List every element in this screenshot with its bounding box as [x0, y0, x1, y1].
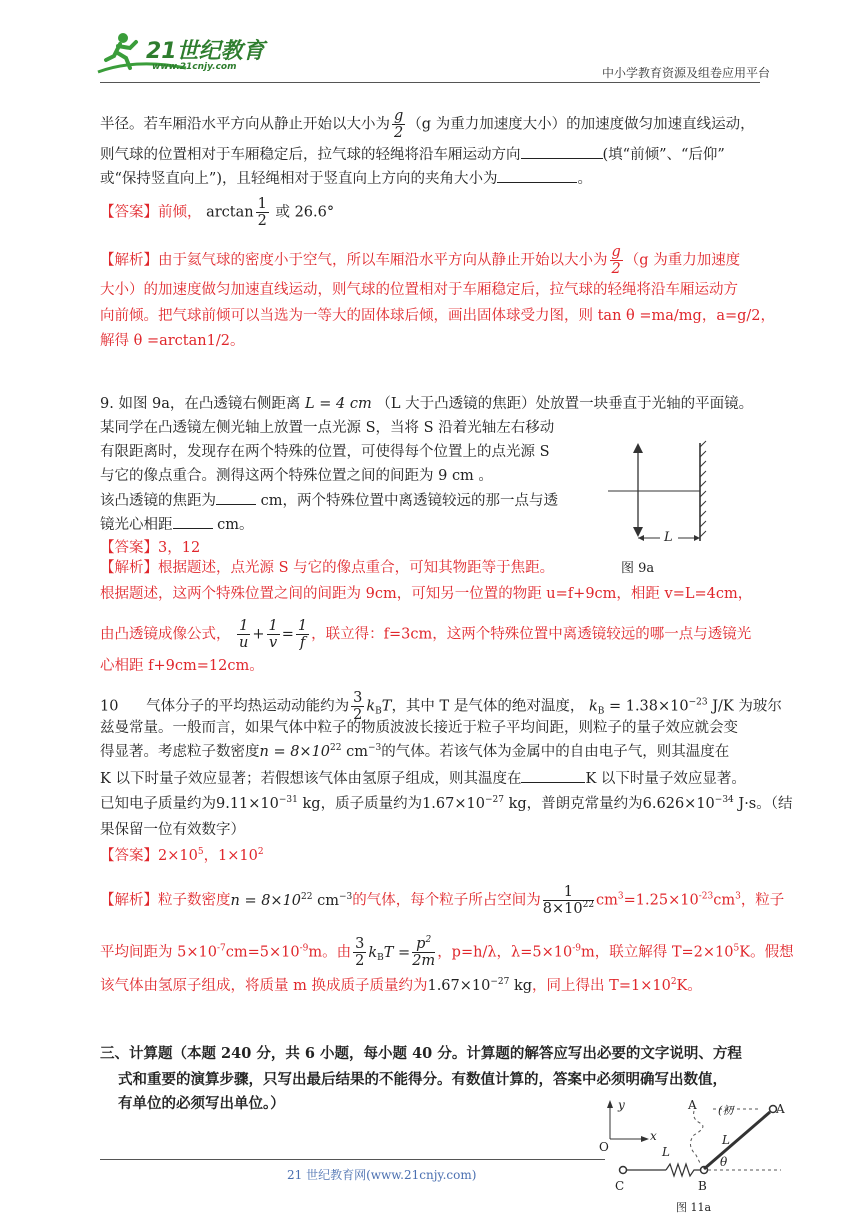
q10-line-1: 10 气体分子的平均热运动动能约为 $\frac{3}{2}$ $k_BT$，其中 T 是气体的绝对温度， $k_B = 1.38\times 10^{-23}$ J/K 为玻尔 [100, 690, 782, 723]
logo-url: www.21cnjy.com [152, 62, 237, 72]
q8-analysis-4: 解得 θ =arctan1/2。 [100, 333, 245, 349]
lens-mirror-diagram [598, 435, 723, 550]
q9-line-6: 镜光心相距 cm。 [100, 514, 253, 535]
point-A: A [776, 1102, 785, 1116]
spring-length-L: L [662, 1145, 670, 1159]
figure-9a [598, 435, 723, 575]
q10-answer: 【答案】$2\times 10^5$，$1\times 10^2$ [100, 847, 264, 864]
q9-analysis-3: 由凸透镜成像公式， $\frac{1}{u}$ + $\frac{1}{v}$ = $\frac{1}{f}$ ，联立得：f=3cm，这两个特殊位置中离透镜较远的哪一点与透镜光 [100, 618, 752, 651]
q9-line-5: 该凸透镜的焦距为 cm，两个特殊位置中离透镜较远的那一点与透 [100, 490, 558, 511]
fraction-g-over-2: $\frac{g}{2}$ [394, 108, 404, 141]
analysis-tag: 【解析】 [100, 252, 158, 269]
angle-theta: θ [720, 1155, 728, 1169]
point-C: C [615, 1179, 625, 1193]
axis-y-label: y [618, 1098, 625, 1112]
logo-title: 21世纪教育 [146, 39, 265, 64]
header-platform-name: 中小学教育资源及组卷应用平台 [602, 66, 771, 80]
footer-site[interactable]: 21 世纪教育网(www.21cnjy.com) [287, 1168, 477, 1182]
q9-line-4: 与它的像点重合。测得这两个特殊位置之间的间距为 9 cm 。 [100, 468, 493, 484]
q9-line-1: 9. 如图 9a，在凸透镜右侧距离 L = 4 cm （L 大于凸透镜的焦距）处放置一块垂直于光轴的平面镜。 [100, 396, 754, 412]
q10-line-4: K 以下时量子效应显著；若假想该气体由氢原子组成，则其温度在 K 以下时量子效应显著。 [100, 768, 746, 789]
point-A-initial: A [688, 1098, 697, 1112]
figure-caption: 图 9a [621, 561, 655, 576]
q10-analysis-2: 平均间距为 $5\times 10^{-7}cm=5\times 10^{-9}m$。由 $\frac{3}{2}$ $k_BT$ = $\frac{p^2}{2m}$ ，p=h/λ，$\lambda=5\times 10^{-9}m$，联立解得 $T=2\times 10^5K$。假想 [100, 935, 794, 969]
q9-analysis-2: 根据题述，这两个特殊位置之间的间距为 9cm，可知另一位置的物距 u=f+9cm，相距 v=L=4cm， [100, 586, 753, 602]
q10-line-2: 兹曼常量。一般而言，如果气体中粒子的物质波波长接近于粒子平均间距，则粒子的量子效应就会变 [100, 720, 738, 736]
section3-heading-1: 三、计算题（本题 240 分，共 6 小题，每小题 40 分。计算题的解答应写出必要的文字说明、方程 [100, 1045, 742, 1062]
q8-analysis-3: 向前倾。把气球前倾可以当选为一等大的固体球后倾，画出固体球受力图，则 tan θ =ma/mg，a=g/2， [100, 308, 776, 324]
footer-divider [100, 1159, 605, 1160]
section3-heading-3: 有单位的必须写出单位。） [118, 1095, 285, 1112]
q9-line-3: 有限距离时，发现存在两个特殊的位置，可使得每个位置上的点光源 S [100, 444, 550, 460]
initial-note: (初 [718, 1104, 734, 1117]
q8-answer: 【答案】前倾， arctan $\frac{1}{2}$ 或 26.6° [100, 196, 335, 229]
distance-label-L: L [664, 530, 673, 545]
rod-length-L: L [722, 1133, 730, 1147]
site-logo [96, 28, 271, 78]
axis-x-label: x [650, 1129, 657, 1143]
origin-label: O [599, 1140, 609, 1154]
header-divider [100, 82, 760, 83]
q8-analysis-1: 【解析】由于氦气球的密度小于空气，所以车厢沿水平方向从静止开始以大小为 $\frac{g}{2}$ （g 为重力加速度 [100, 244, 741, 277]
figure-11a [596, 1095, 796, 1215]
q10-analysis-3: 该气体由氢原子组成，将质量 m 换成质子质量约为$1.67\times 10^{-27}$ kg，同上得出 $T=1\times 10^2K$。 [100, 977, 702, 994]
q9-analysis-4: 心相距 f+9cm=12cm。 [100, 658, 264, 674]
q10-line-3: 得显著。考虑粒子数密度$n = 8\times 10^{22}$ $cm^{-3}$的气体。若该气体为金属中的自由电子气，则其温度在 [100, 743, 730, 760]
q9-answer: 【答案】3，12 [100, 540, 201, 556]
q9-analysis-1: 【解析】根据题述，点光源 S 与它的像点重合，可知其物距等于焦距。 [100, 560, 555, 576]
q8-line-1: 半径。若车厢沿水平方向从静止开始以大小为 $\frac{g}{2}$ （g 为重力加速度大小）的加速度做匀加速直线运动， [100, 108, 755, 141]
q9-line-2: 某同学在凸透镜左侧光轴上放置一点光源 S，当将 S 沿着光轴左右移动 [100, 420, 555, 436]
q10-analysis-1: 【解析】粒子数密度$n = 8\times 10^{22}$ $cm^{-3}$的气体，每个粒子所占空间为 $\frac{1}{8\times 10^{22}}$ $cm^3=1.25\times 10^{-23}cm^3$，粒子 [100, 884, 785, 917]
q8-line-2: 则气球的位置相对于车厢稳定后，拉气球的轻绳将沿车厢运动方向 (填“前倾”、“后仰” [100, 144, 725, 165]
answer-tag: 【答案】 [100, 204, 158, 221]
q8-analysis-2: 大小）的加速度做匀加速直线运动，则气球的位置相对于车厢稳定后，拉气球的轻绳将沿车厢运动方 [100, 282, 738, 298]
q10-line-5: 已知电子质量约为$9.11\times 10^{-31}$ kg，质子质量约为$1.67\times 10^{-27}$ kg，普朗克常量约为$6.626\times 10^{-34}$ J·s。（结 [100, 795, 793, 812]
figure-caption: 图 11a [676, 1201, 712, 1214]
section3-heading-2: 式和重要的演算步骤，只写出最后结果的不能得分。有数值计算的，答案中必须明确写出数值， [118, 1071, 727, 1088]
q8-line-3: 或“保持竖直向上”)，且轻绳相对于竖直向上方向的夹角大小为 。 [100, 168, 592, 189]
point-B: B [698, 1179, 707, 1193]
q10-line-6: 果保留一位有效数字） [100, 822, 245, 838]
